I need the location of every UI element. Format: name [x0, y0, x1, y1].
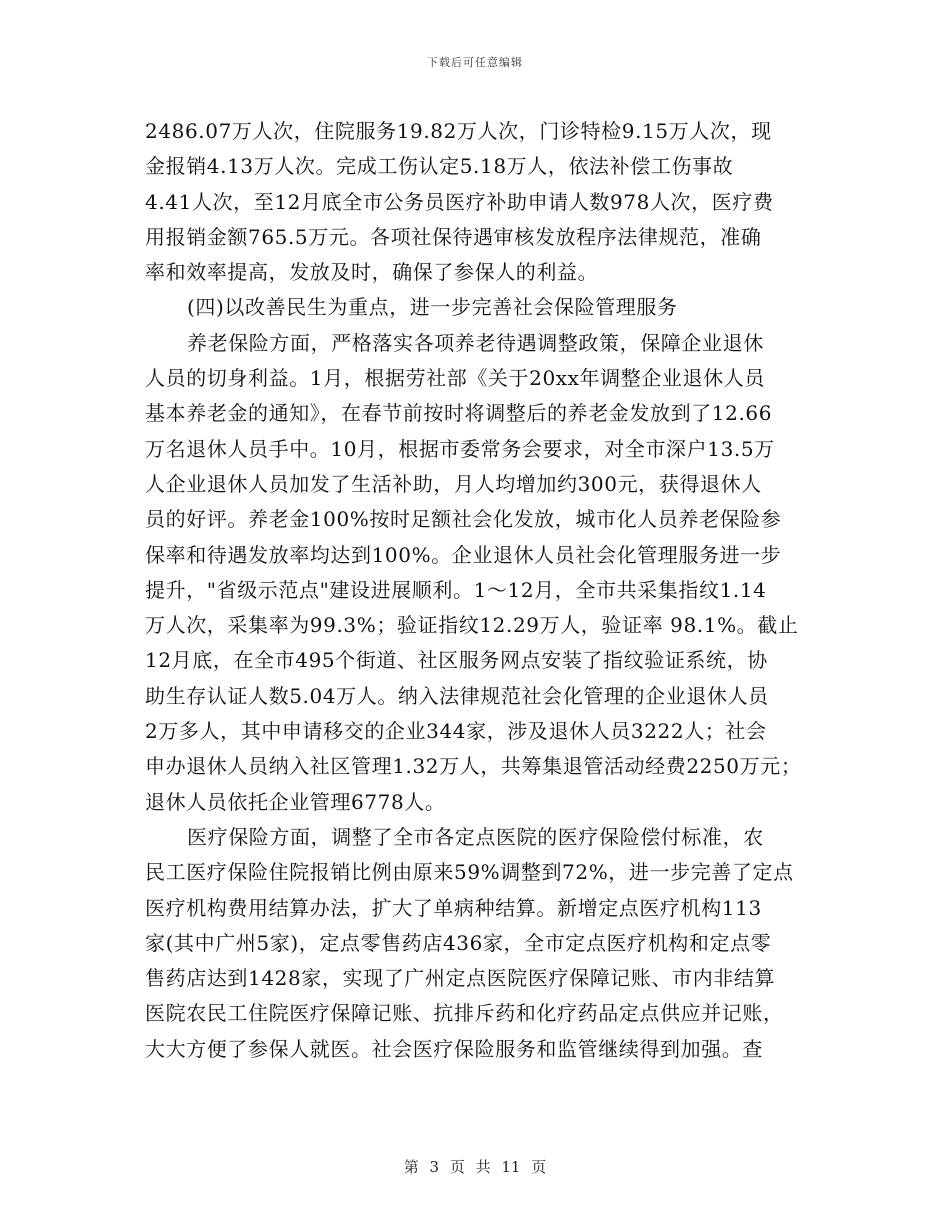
text-line: 率和效率提高，发放及时，确保了参保人的利益。 [145, 260, 599, 285]
text-line: 基本养老金的通知》，在春节前按时将调整后的养老金发放到了12.66 [145, 401, 773, 426]
page-header: 下载后可任意编辑 [427, 56, 523, 69]
text-line: 金报销4.13万人次。完成工伤认定5.18万人，依法补偿工伤事故 [145, 154, 734, 179]
text-line: 2486.07万人次，住院服务19.82万人次，门诊特检9.15万人次，现 [145, 119, 772, 143]
paragraph-start: 医疗保险方面，调整了全市各定点医院的医疗保险偿付标准，农 [187, 824, 764, 849]
text-line: 售药店达到1428家，实现了广州定点医院医疗保障记账、市内非结算 [145, 966, 776, 991]
text-line: 万名退休人员手中。10月，根据市委常务会要求，对全市深户13.5万 [145, 436, 775, 461]
text-line: 提升，"省级示范点"建设进展顺利。1～12月，全市共采集指纹1.14 [145, 577, 767, 602]
text-line: 申办退休人员纳入社区管理1.32万人，共筹集退管活动经费2250万元； [145, 754, 802, 779]
text-line: 2万多人，其中申请移交的企业344家，涉及退休人员3222人；社会 [145, 719, 767, 744]
text-line: 大大方便了参保人就医。社会医疗保险服务和监管继续得到加强。查 [145, 1036, 763, 1061]
text-line: 12月底，在全市495个街道、社区服务网点安装了指纹验证系统，协 [145, 648, 768, 673]
document-body [145, 114, 810, 1067]
text-line: 助生存认证人数5.04万人。纳入法律规范社会化管理的企业退休人员 [145, 683, 769, 708]
text-line: 员的好评。养老金100%按时足额社会化发放，城市化人员养老保险参 [145, 507, 782, 532]
text-line: 人员的切身利益。1月，根据劳社部《关于20xx年调整企业退休人员 [145, 366, 765, 391]
text-line: 家(其中广州5家)，定点零售药店436家，全市定点医疗机构和定点零 [145, 930, 772, 955]
text-line: 医院农民工住院医疗保障记账、抗排斥药和化疗药品定点供应并记账， [145, 1001, 784, 1026]
text-line: 人企业退休人员加发了生活补助，月人均增加约300元，获得退休人 [145, 471, 762, 496]
page-footer: 第 3 页 共 11 页 [403, 1158, 547, 1176]
text-line: 医疗机构费用结算办法，扩大了单病种结算。新增定点医疗机构113 [145, 895, 762, 920]
text-line: 退休人员依托企业管理6778人。 [145, 789, 446, 814]
text-line: 民工医疗保险住院报销比例由原来59%调整到72%，进一步完善了定点 [145, 860, 794, 885]
text-line: 万人次，采集率为99.3%；验证指纹12.29万人，验证率 98.1%。截止 [145, 613, 799, 638]
section-heading: (四)以改善民生为重点，进一步完善社会保险管理服务 [187, 295, 678, 320]
text-line: 4.41人次，至12月底全市公务员医疗补助申请人数978人次，医疗费 [145, 189, 774, 214]
text-line: 保率和待遇发放率均达到100%。企业退休人员社会化管理服务进一步 [145, 542, 782, 567]
text-line: 用报销金额765.5万元。各项社保待遇审核发放程序法律规范，准确 [145, 224, 762, 249]
paragraph-start: 养老保险方面，严格落实各项养老待遇调整政策，保障企业退休 [187, 330, 764, 355]
